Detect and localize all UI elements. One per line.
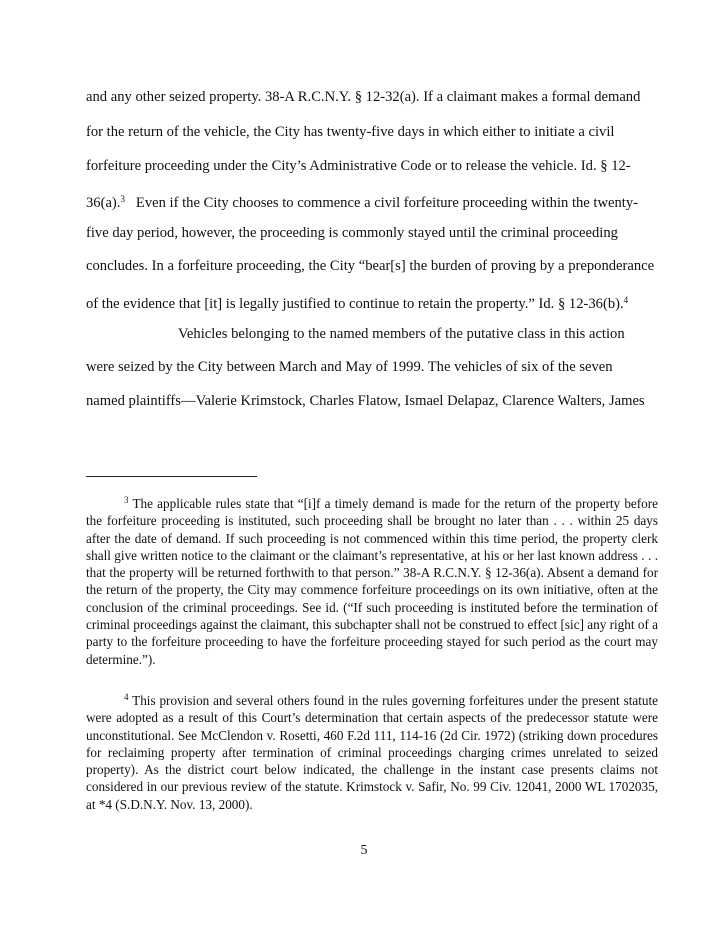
body-text: of the evidence that [it] is legally justified to continue to retain the property.” Id. § 12-36(b). — [86, 296, 624, 312]
body-line: and any other seized property. 38-A R.C.N.Y. § 12-32(a). If a claimant makes a formal demand — [86, 89, 641, 105]
body-line: five day period, however, the proceeding is commonly stayed until the criminal proceeding — [86, 225, 618, 241]
footnote-separator — [86, 476, 257, 477]
body-line: forfeiture proceeding under the City’s Administrative Code or to release the vehicle. Id. § 12- — [86, 158, 631, 174]
body-line: concludes. In a forfeiture proceeding, the City “bear[s] the burden of proving by a preponderance — [86, 258, 655, 274]
footnote-ref: 4 — [623, 295, 629, 305]
body-text: 36(a). — [86, 195, 121, 211]
body-line-with-footnote — [86, 291, 656, 313]
footnote-number: 4 — [124, 692, 129, 702]
footnote-4 — [86, 689, 658, 813]
footnote-ref: 3 — [120, 194, 125, 204]
body-line-with-footnote — [86, 190, 656, 212]
footnote-number: 3 — [124, 495, 129, 505]
body-line: for the return of the vehicle, the City has twenty-five days in which either to initiate a civil — [86, 124, 615, 140]
page-number: 5 — [360, 843, 368, 858]
footnote-3 — [86, 492, 658, 668]
body-text: Even if the City chooses to commence a civil forfeiture proceeding within the twenty- — [135, 195, 639, 211]
footnote-text: The applicable rules state that “[i]f a timely demand is made for the return of the property before the forfeiture proceeding is instituted, such proceeding shall be brought no later than . . . within 25 days after the date of demand. If such proceeding is not commenced within this time period, the property clerk shall give written notice to the claimant or the claimant’s representative, at his or her last known address . . . that the property will be returned forthwith to that person.” 38-A R.C.N.Y. § 12-36(a). Absent a demand for the return of the property, the City may commence forfeiture proceedings on its own initiative, often at the conclusion of the criminal proceedings. See id. (“If such proceeding is instituted before the termination of criminal proceedings against the claimant, this subchapter shall not be construed to effect [sic] any right of a party to the forfeiture proceeding to have the forfeiture proceeding stayed for such period as the court may determine.”). — [86, 496, 658, 667]
footnote-text: This provision and several others found in the rules governing forfeitures under the present statute were adopted as a result of this Court’s determination that certain aspects of the predecessor statute were unconstitutional. See McClendon v. Rosetti, 460 F.2d 111, 114-16 (2d Cir. 1972) (striking down procedures for reclaiming property after termination of criminal proceedings charging crimes unrelated to seized property). As the district court below indicated, the challenge in the instant case presents claims not considered in our previous review of the statute. Krimstock v. Safir, No. 99 Civ. 12041, 2000 WL 1702035, at *4 (S.D.N.Y. Nov. 13, 2000). — [86, 693, 658, 812]
body-line: were seized by the City between March and May of 1999. The vehicles of six of the seven — [86, 359, 613, 375]
body-line: named plaintiffs—Valerie Krimstock, Charles Flatow, Ismael Delapaz, Clarence Walters, James — [86, 393, 645, 409]
body-line: Vehicles belonging to the named members of the putative class in this action — [178, 326, 625, 342]
